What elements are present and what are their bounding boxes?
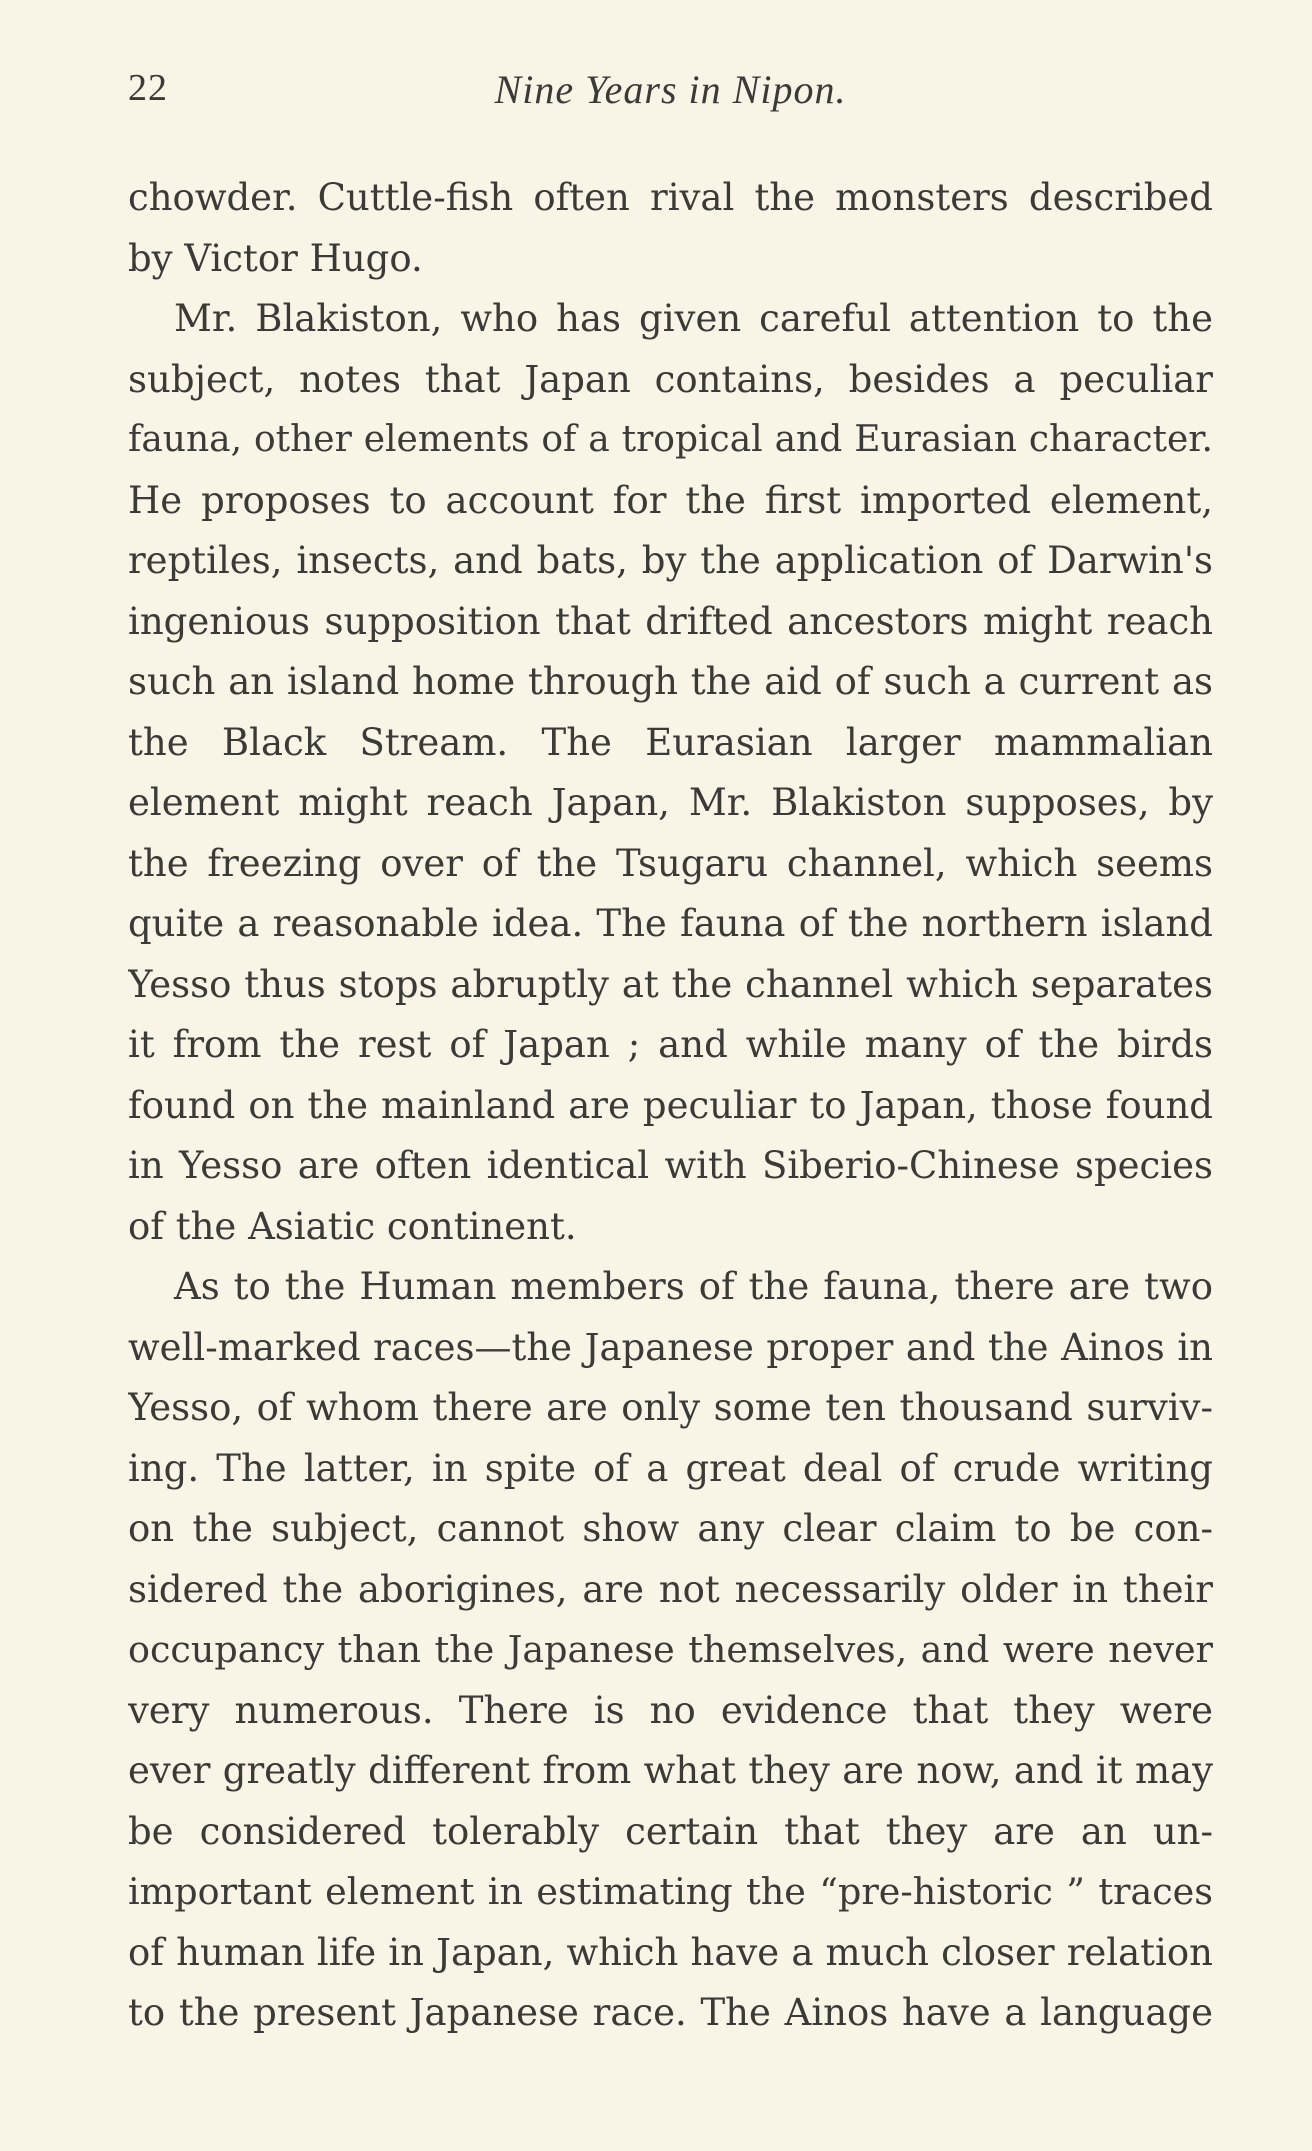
body-text [128,168,1213,2044]
text-line: fauna, other elements of a tropical and Eurasian character. [128,419,1213,460]
text-line: element might reach Japan, Mr. Blakiston supposes, by [128,781,1213,824]
text-line: ingenious supposition that drifted ancestors might reach [128,599,1213,643]
text-line: it from the rest of Japan ; and while many of the birds [128,1023,1213,1066]
running-head [128,66,1213,126]
text-line: Yesso thus stops abruptly at the channel which separates [128,962,1213,1006]
page-number: 22 [128,67,168,109]
text-line: As to the Human members of the fauna, there are two [174,1265,1213,1308]
text-line: ing. The latter, in spite of a great deal of crude writing [128,1446,1213,1490]
text-line: sidered the aborigines, are not necessarily older in their [128,1567,1213,1611]
text-line: such an island home through the aid of such a current as [128,660,1213,703]
running-title: Nine Years in Nipon. [494,67,847,112]
text-line: quite a reasonable idea. The fauna of the northern island [128,902,1213,945]
text-line: in Yesso are often identical with Siberio-Chinese species [128,1144,1213,1187]
text-line: subject, notes that Japan contains, besides a peculiar [128,357,1213,401]
text-line: on the subject, cannot show any clear claim to be con- [128,1507,1213,1550]
text-line: to the present Japanese race. The Ainos have a language [128,1991,1213,2034]
text-line: ever greatly different from what they are now, and it may [128,1749,1213,1792]
text-line: very numerous. There is no evidence that they were [128,1688,1213,1732]
text-line: of the Asiatic continent. [128,1204,577,1248]
text-line: He proposes to account for the first imported element, [128,478,1213,522]
text-line: occupancy than the Japanese themselves, and were never [128,1628,1213,1671]
text-line: well-marked races—the Japanese proper and the Ainos in [128,1325,1213,1369]
text-line: Yesso, of whom there are only some ten thousand surviv- [128,1386,1213,1429]
text-line: reptiles, insects, and bats, by the application of Darwin's [128,539,1213,582]
text-line: found on the mainland are peculiar to Japan, those found [128,1083,1213,1127]
text-line: the freezing over of the Tsugaru channel, which seems [128,841,1213,885]
text-line: the Black Stream. The Eurasian larger mammalian [128,720,1213,764]
text-line: Mr. Blakiston, who has given careful attention to the [174,297,1213,340]
text-line: chowder. Cuttle-fish often rival the monsters described [128,176,1213,219]
text-line: of human life in Japan, which have a much closer relation [128,1930,1213,1974]
text-line: important element in estimating the “pre-historic ” traces [128,1870,1213,1913]
text-line: be considered tolerably certain that they are an un- [128,1809,1213,1853]
text-line: by Victor Hugo. [128,236,423,280]
